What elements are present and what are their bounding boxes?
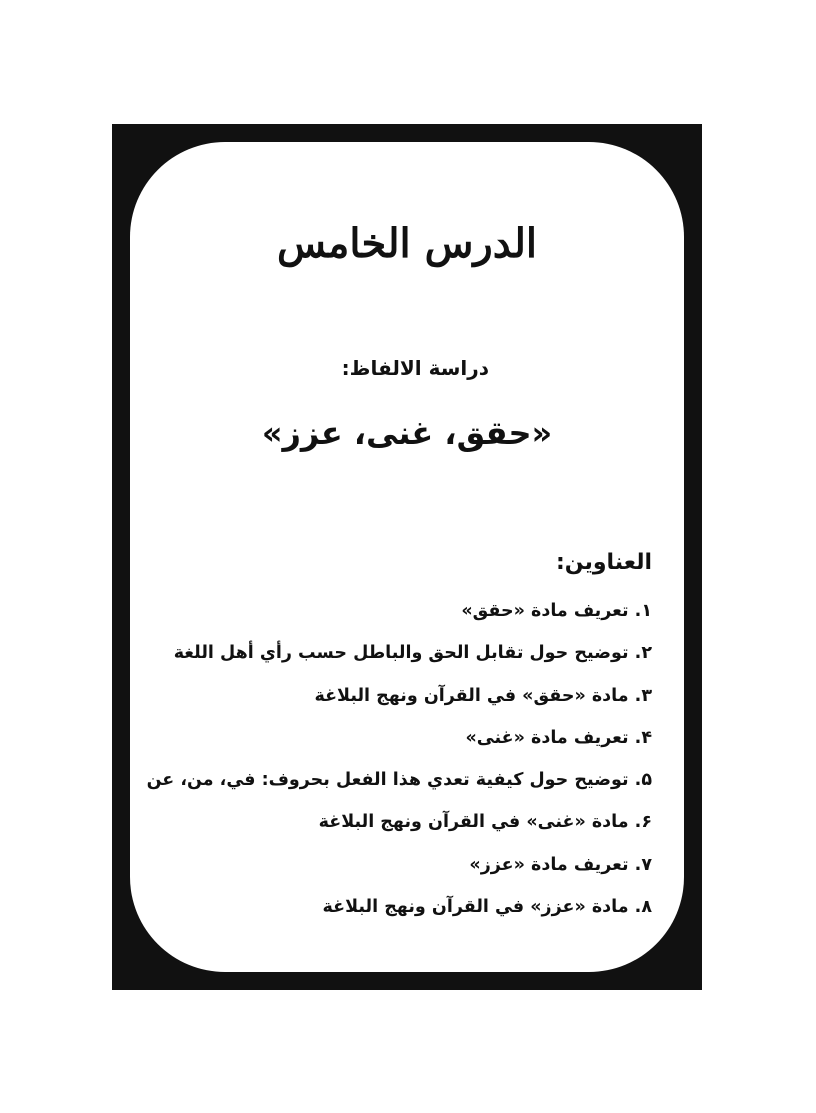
lesson-words: «حقق، غنى، عزز» [261,414,553,452]
list-item: ٢. توضيح حول تقابل الحق والباطل حسب رأي أهل اللغة [173,643,652,664]
list-item: ٧. تعريف مادة «عزز» [469,854,652,875]
lesson-title: الدرس الخامس [276,220,538,267]
study-label: دراسة الالفاظ: [341,356,489,380]
list-item: ۵. توضيح حول كيفية تعدي هذا الفعل بحروف: في، من، عن [146,770,652,791]
page-content-area [130,142,684,972]
list-item: ١. تعريف مادة «حقق» [461,601,652,621]
headings-list [20,590,652,928]
list-item: ۶. مادة «غنى» في القرآن ونهج البلاغة [318,812,652,833]
headings-title: العناوين: [556,550,652,575]
list-item: ٣. مادة «حقق» في القرآن ونهج البلاغة [314,685,652,706]
list-item: ۴. تعريف مادة «غنى» [465,727,652,748]
list-item: ٨. مادة «عزز» في القرآن ونهج البلاغة [322,897,652,918]
headings-section [20,546,652,928]
page-border-frame [112,124,702,990]
